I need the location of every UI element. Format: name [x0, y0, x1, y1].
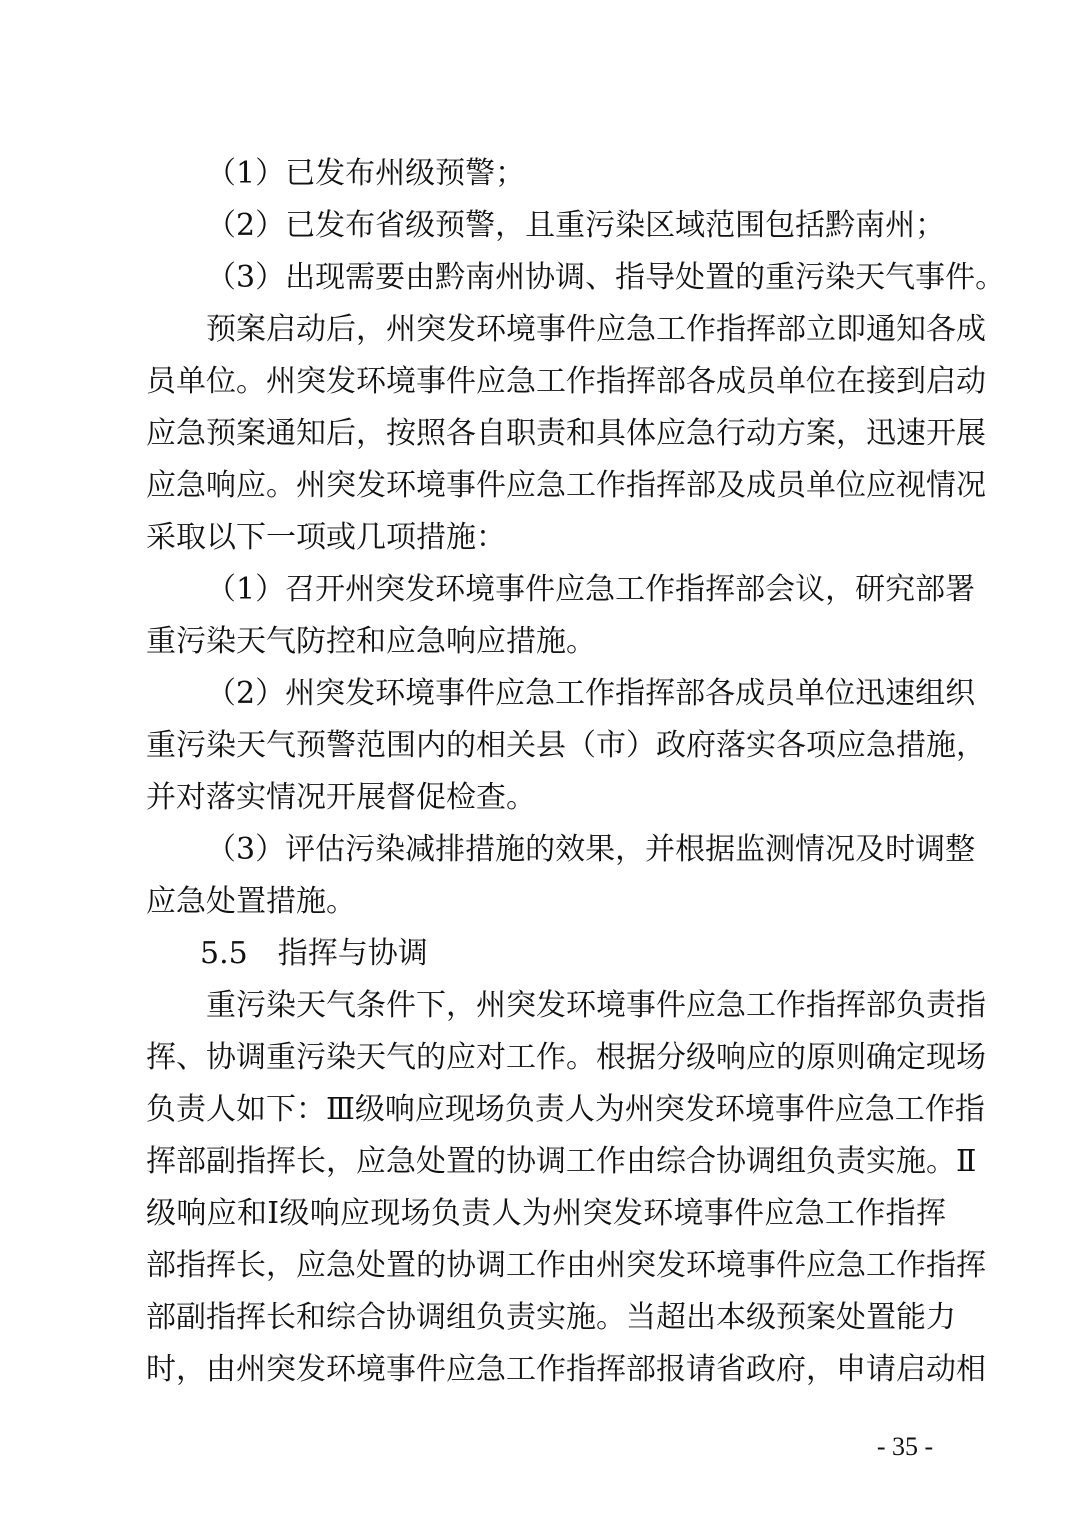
- text-line: 预案启动后，州突发环境事件应急工作指挥部立即通知各成: [206, 312, 986, 347]
- text-line: 时，由州突发环境事件应急工作指挥部报请省政府，申请启动相: [146, 1352, 986, 1387]
- text-line: 重污染天气防控和应急响应措施。: [146, 624, 596, 659]
- text-line: 员单位。州突发环境事件应急工作指挥部各成员单位在接到启动: [146, 364, 986, 399]
- text-line: 采取以下一项或几项措施：: [146, 520, 506, 555]
- text-line: 应急响应。州突发环境事件应急工作指挥部及成员单位应视情况: [146, 468, 986, 503]
- text-line: 应急处置措施。: [146, 884, 356, 919]
- text-line: 部指挥长，应急处置的协调工作由州突发环境事件应急工作指挥: [146, 1248, 986, 1283]
- text-line: 重污染天气条件下，州突发环境事件应急工作指挥部负责指: [206, 988, 986, 1023]
- text-line: 部副指挥长和综合协调组负责实施。当超出本级预案处置能力: [146, 1300, 956, 1335]
- text-line: 挥、协调重污染天气的应对工作。根据分级响应的原则确定现场: [146, 1040, 986, 1075]
- text-line: （1）已发布州级预警；: [206, 156, 526, 191]
- page-number: - 35 -: [876, 1432, 934, 1461]
- text-line: （1）召开州突发环境事件应急工作指挥部会议，研究部署: [206, 572, 976, 607]
- text-line: （3）评估污染减排措施的效果，并根据监测情况及时调整: [206, 832, 976, 867]
- text-line: （2）已发布省级预警，且重污染区域范围包括黔南州；: [206, 208, 946, 243]
- section-heading: 5.5 指挥与协调: [200, 936, 428, 971]
- text-line: 并对落实情况开展督促检查。: [146, 780, 536, 815]
- text-line: 应急预案通知后，按照各自职责和具体应急行动方案，迅速开展: [146, 416, 986, 451]
- text-line: 级响应和Ⅰ级响应现场负责人为州突发环境事件应急工作指挥: [146, 1196, 946, 1231]
- text-line: 挥部副指挥长，应急处置的协调工作由综合协调组负责实施。Ⅱ: [146, 1144, 977, 1179]
- text-line: 重污染天气预警范围内的相关县（市）政府落实各项应急措施，: [146, 728, 986, 763]
- text-line: （2）州突发环境事件应急工作指挥部各成员单位迅速组织: [206, 676, 976, 711]
- text-line: 负责人如下：Ⅲ级响应现场负责人为州突发环境事件应急工作指: [146, 1092, 985, 1127]
- text-line: （3）出现需要由黔南州协调、指导处置的重污染天气事件。: [206, 260, 1006, 295]
